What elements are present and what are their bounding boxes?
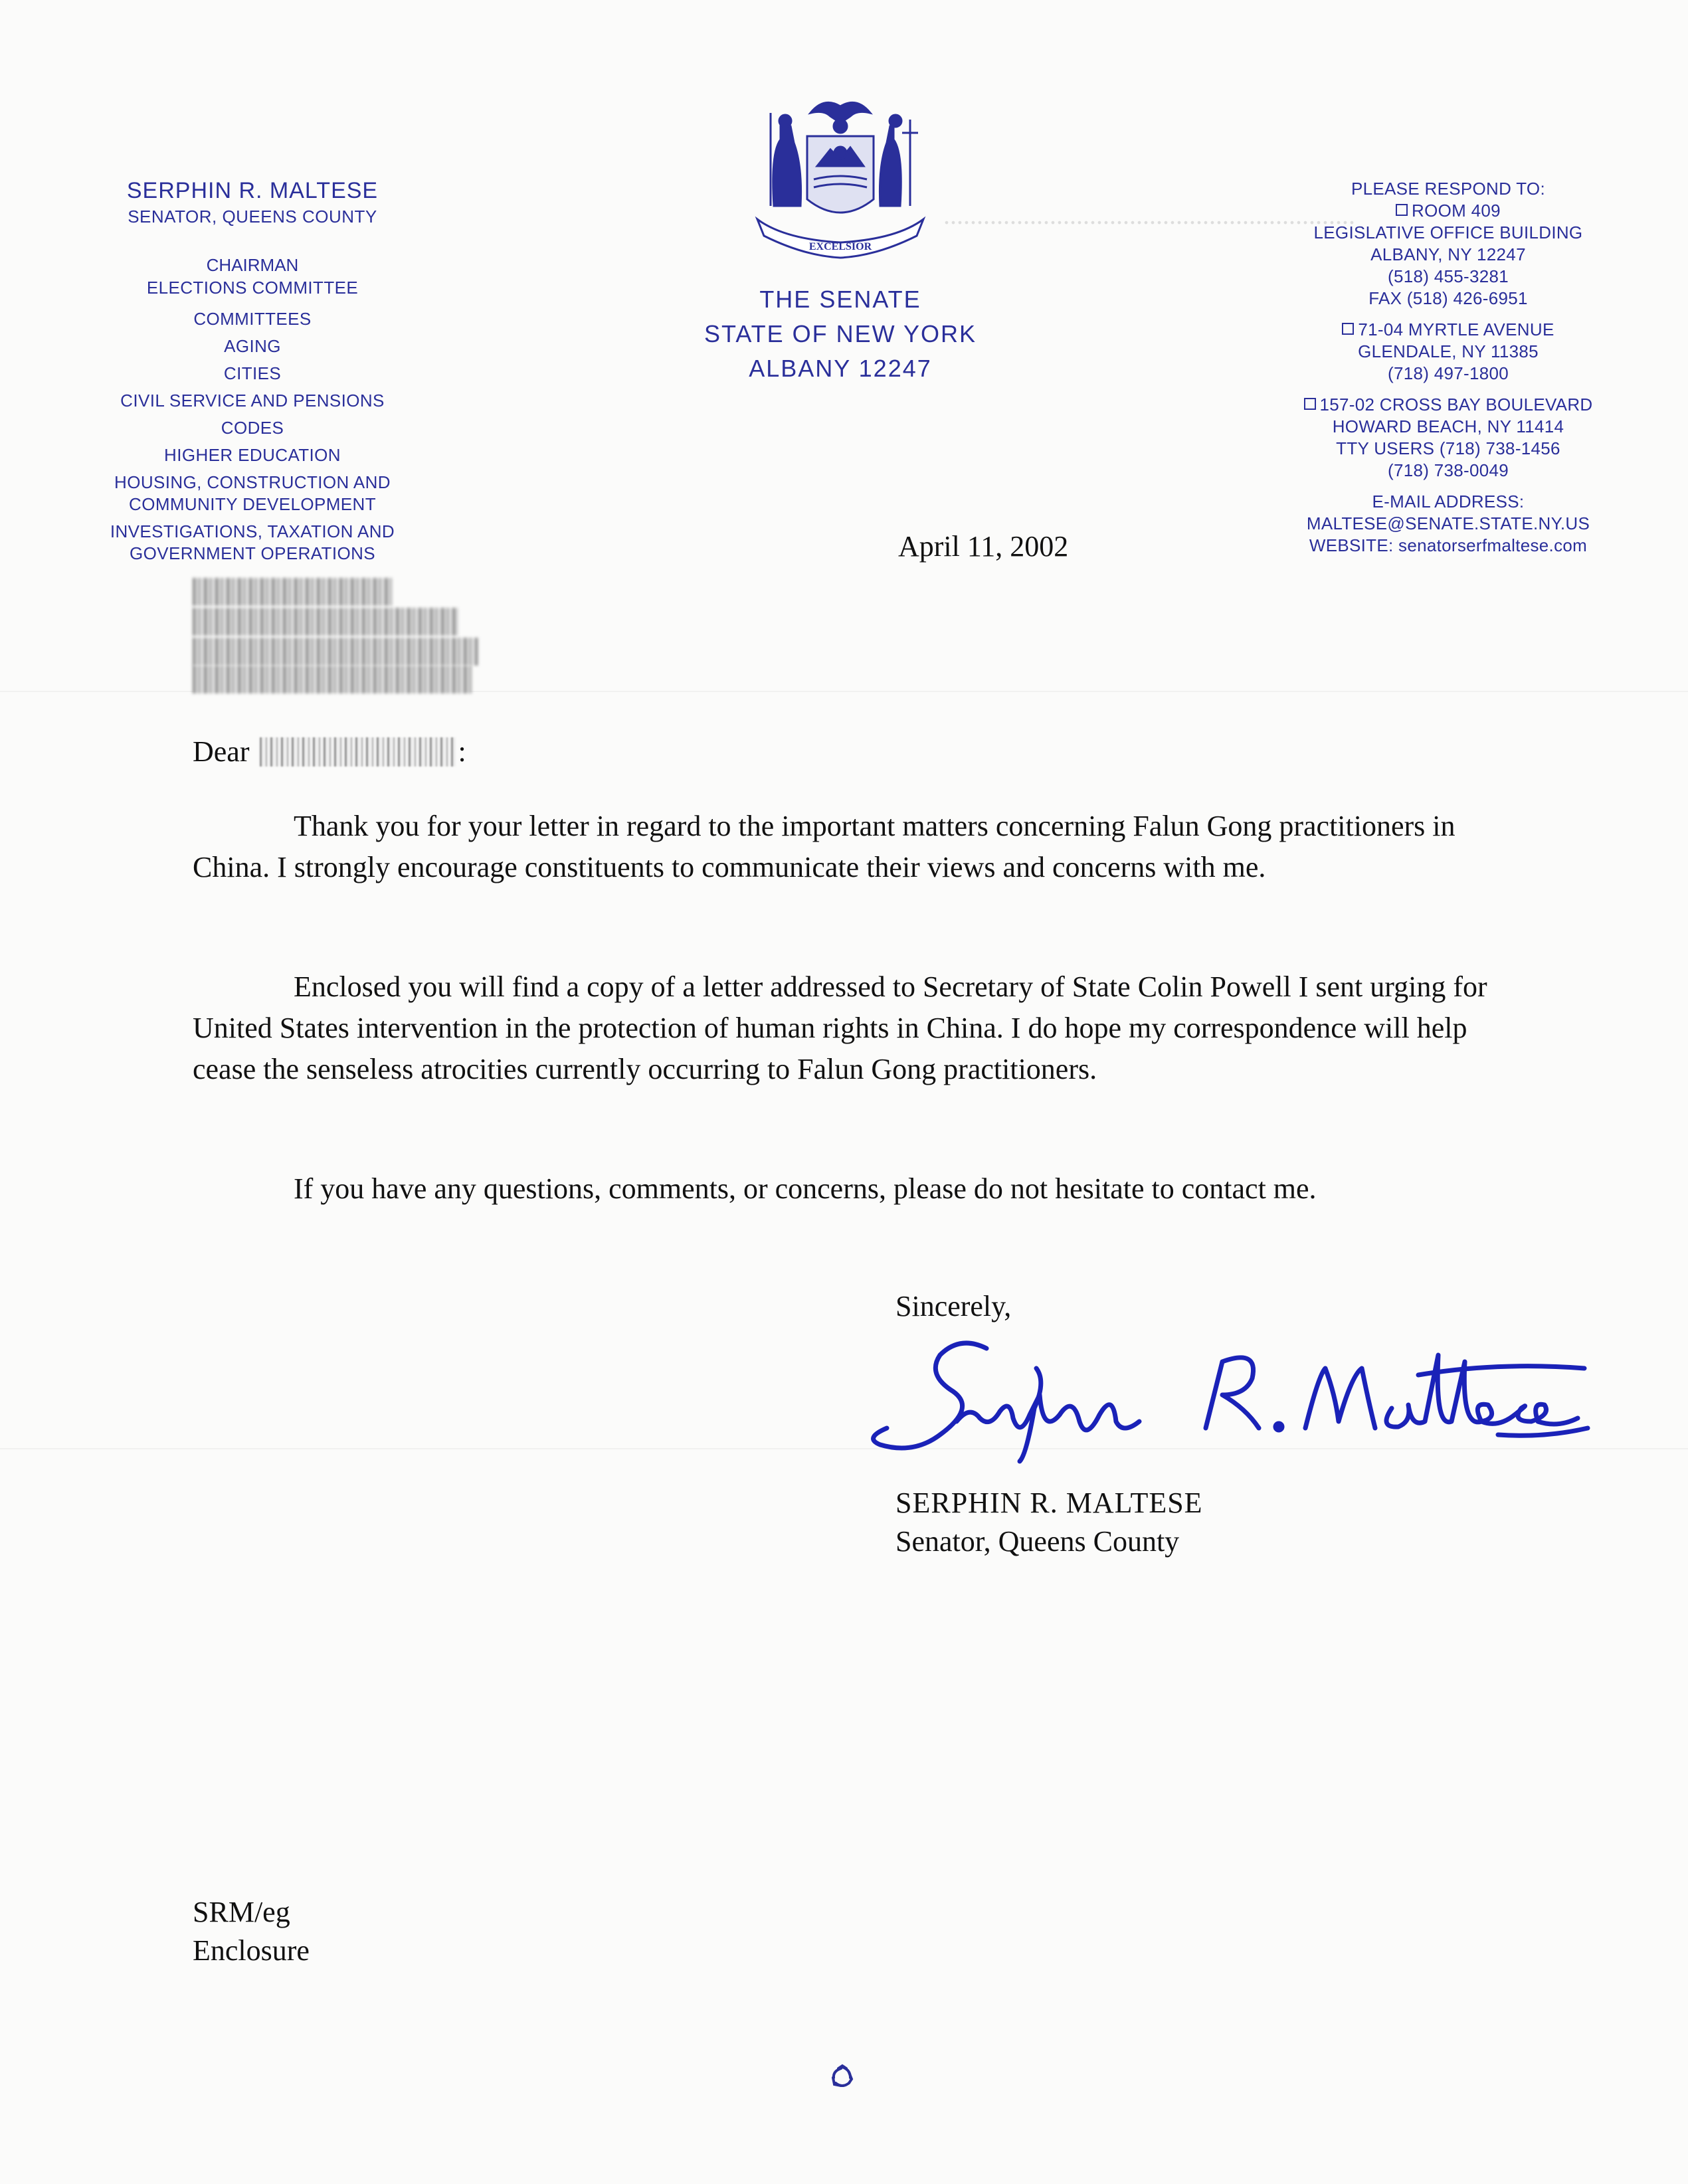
committee-item: INVESTIGATIONS, TAXATION AND — [110, 521, 395, 541]
email-address: MALTESE@SENATE.STATE.NY.US — [1306, 513, 1590, 533]
enclosure-note: Enclosure — [193, 1934, 310, 1967]
committee-item: CODES — [221, 418, 284, 438]
salutation: Dear : — [193, 735, 466, 768]
committee-item: COMMUNITY DEVELOPMENT — [129, 494, 376, 514]
checkbox-icon — [1342, 323, 1354, 335]
redacted-address — [193, 578, 478, 694]
senator-title: SENATOR, QUEENS COUNTY — [128, 207, 377, 227]
senate-line: THE SENATE — [759, 286, 921, 313]
recycle-icon — [829, 2063, 856, 2090]
committee-item: CIVIL SERVICE AND PENSIONS — [120, 391, 385, 410]
committee-item: HIGHER EDUCATION — [164, 445, 341, 465]
office2-line: (718) 497-1800 — [1388, 363, 1509, 383]
body-paragraph: Enclosed you will find a copy of a letter addressed to Secretary of State Colin Powell I sent urging for United States intervention in the protection of human rights in China. I do hope my correspondence will help cease the senseless atrocities currently occurring to Falun Gong practitioners. — [193, 970, 1487, 1085]
office2-line: GLENDALE, NY 11385 — [1358, 341, 1539, 361]
committee-item: HOUSING, CONSTRUCTION AND — [114, 472, 391, 492]
office3-line: TTY USERS (718) 738-1456 — [1336, 438, 1560, 458]
office3-line: (718) 738-0049 — [1388, 460, 1509, 480]
office3-line: HOWARD BEACH, NY 11414 — [1332, 416, 1564, 436]
email-heading: E-MAIL ADDRESS: — [1372, 492, 1525, 511]
office1-line: ALBANY, NY 12247 — [1370, 244, 1526, 264]
redacted-recipient-name — [260, 737, 456, 767]
typist-initials: SRM/eg — [193, 1896, 290, 1928]
handwritten-signature — [860, 1328, 1598, 1468]
seal-motto: EXCELSIOR — [808, 241, 872, 252]
website: WEBSITE: senatorserfmaltese.com — [1309, 535, 1588, 555]
city-line: ALBANY 12247 — [749, 355, 932, 382]
signer-name: SERPHIN R. MALTESE — [895, 1487, 1203, 1519]
office2-line: 71-04 MYRTLE AVENUE — [1275, 319, 1621, 341]
chair-committee: ELECTIONS COMMITTEE — [146, 278, 359, 298]
committee-item: AGING — [224, 336, 281, 356]
body-paragraph: If you have any questions, comments, or concerns, please do not hesitate to contact me. — [294, 1172, 1317, 1205]
state-line: STATE OF NEW YORK — [703, 320, 977, 347]
senator-name: SERPHIN R. MALTESE — [126, 178, 379, 203]
checkbox-icon — [1304, 398, 1316, 410]
state-seal-icon — [744, 86, 937, 266]
respond-heading: PLEASE RESPOND TO: — [1351, 179, 1545, 199]
office1-line: FAX (518) 426-6951 — [1368, 288, 1528, 308]
letterhead-right — [1275, 178, 1621, 557]
body-paragraph: Thank you for your letter in regard to the important matters concerning Falun Gong practitioners in China. I strongly encourage constituents to communicate their views and concerns with me. — [193, 810, 1455, 883]
office1-line: (518) 455-3281 — [1388, 266, 1509, 286]
office1-line: ROOM 409 — [1275, 200, 1621, 222]
letterhead-center — [658, 282, 1023, 386]
bleed-through-text: .............................................................. — [943, 200, 1355, 230]
chair-heading: CHAIRMAN — [206, 255, 299, 275]
office1-line: LEGISLATIVE OFFICE BUILDING — [1313, 223, 1583, 242]
closing: Sincerely, — [895, 1290, 1012, 1322]
office3-line: 157-02 CROSS BAY BOULEVARD — [1275, 394, 1621, 416]
committee-item: CITIES — [223, 363, 282, 383]
letterhead-left — [66, 178, 438, 565]
signer-title: Senator, Queens County — [895, 1525, 1180, 1558]
letter-date: April 11, 2002 — [898, 530, 1069, 563]
committees-heading: COMMITTEES — [193, 309, 312, 329]
checkbox-icon — [1396, 204, 1408, 216]
committee-item: GOVERNMENT OPERATIONS — [129, 543, 376, 563]
